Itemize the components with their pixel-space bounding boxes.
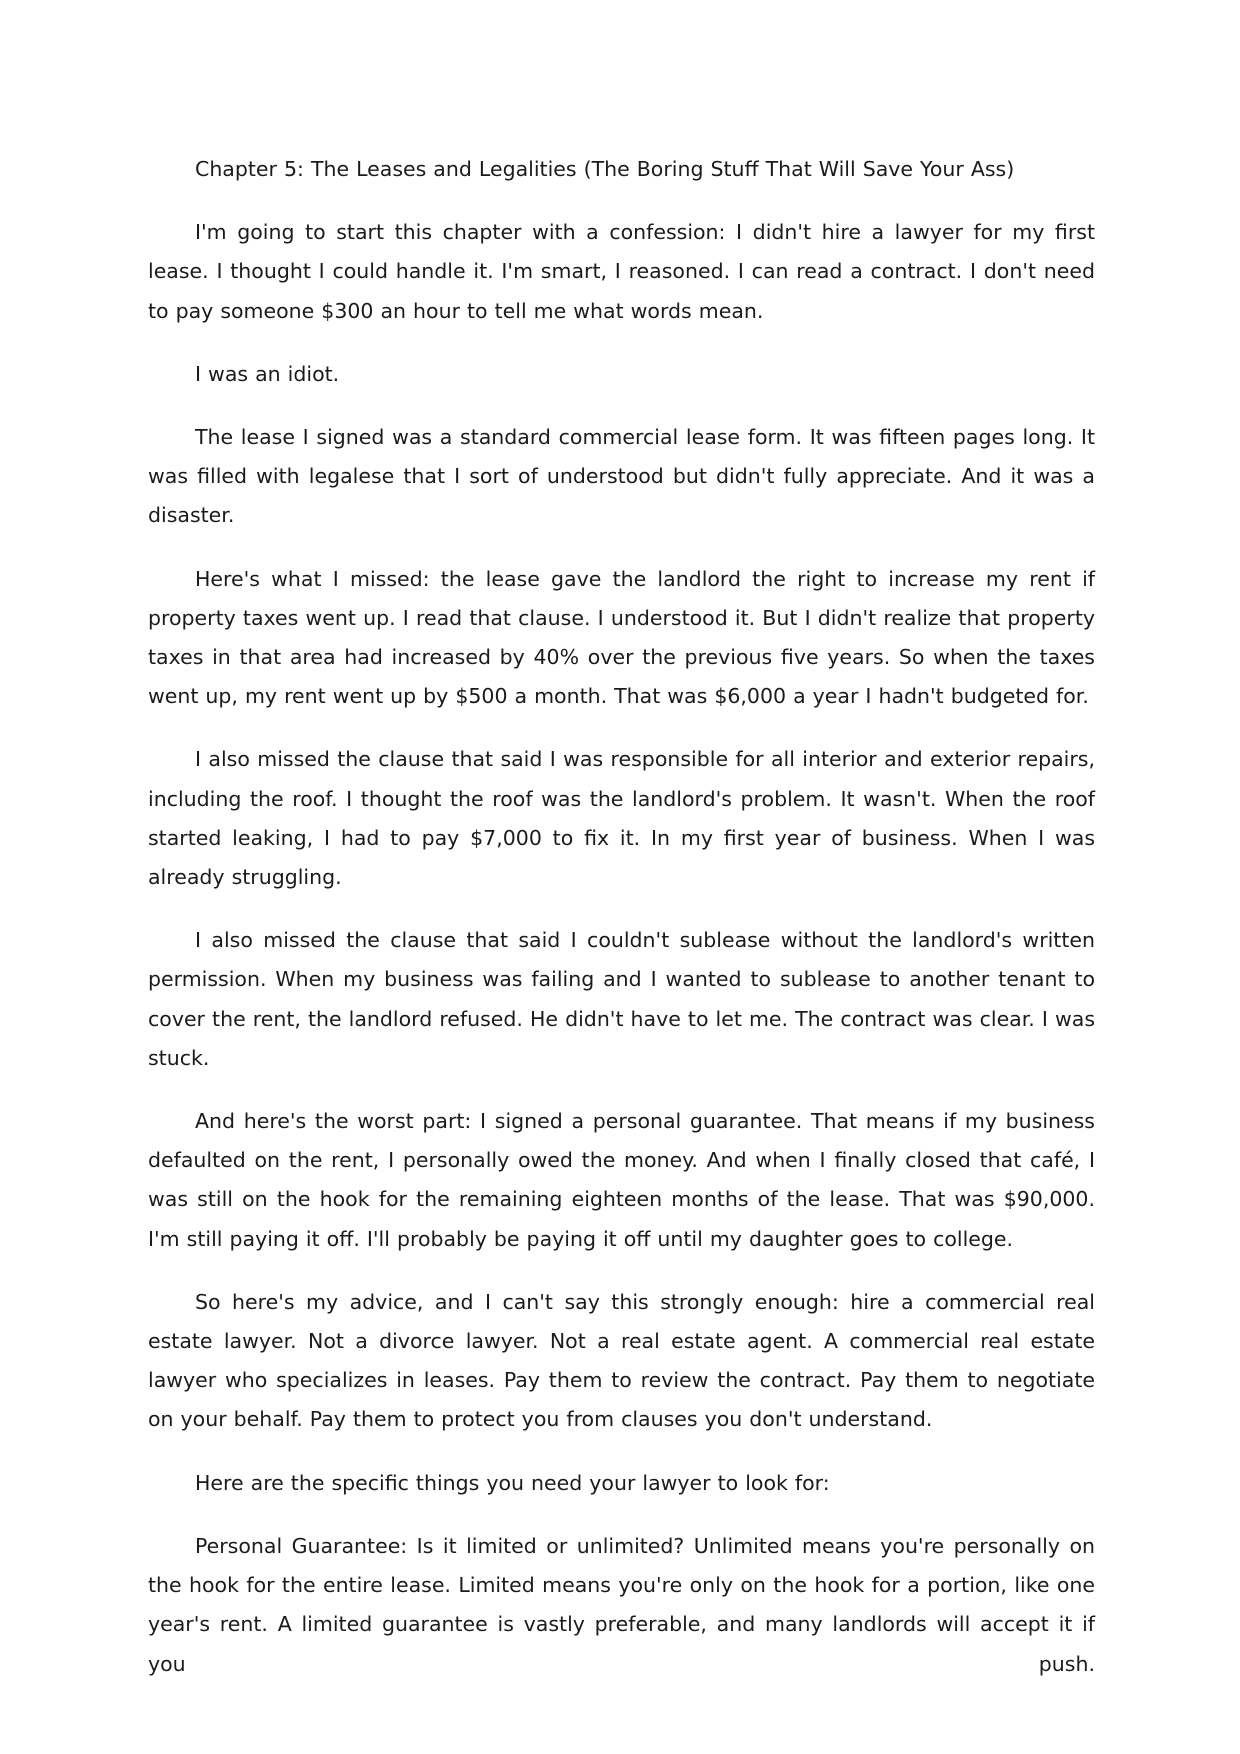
chapter-heading: Chapter 5: The Leases and Legalities (The Boring Stuff That Will Save Your Ass) bbox=[195, 157, 1015, 181]
paragraph: Here are the specific things you need your lawyer to look for: bbox=[195, 1470, 830, 1495]
document-body bbox=[148, 150, 1095, 1708]
paragraph: I also missed the clause that said I was responsible for all interior and exterior repairs, including the roof. I thought the roof was the landlord's problem. It wasn't. When the roof started leaking, I had to pay $7,000 to fix it. In my first year of business. When I was already struggling. bbox=[148, 747, 1095, 890]
paragraph: Personal Guarantee: Is it limited or unlimited? Unlimited means you're personally on the hook for the entire lease. Limited means you're only on the hook for a portion, like one year's rent. A limited guarantee is vastly preferable, and many landlords will accept it if you push. bbox=[148, 1533, 1095, 1676]
paragraph: I also missed the clause that said I couldn't sublease without the landlord's written permission. When my business was failing and I wanted to sublease to another tenant to cover the rent, the landlord refused. He didn't have to let me. The contract was clear. I was stuck. bbox=[148, 928, 1095, 1070]
paragraph: And here's the worst part: I signed a personal guarantee. That means if my business defaulted on the rent, I personally owed the money. And when I finally closed that café, I was still on the hook for the remaining eighteen months of the lease. That was $90,000. I'm still paying it off. I'll probably be paying it off until my daughter goes to college. bbox=[148, 1109, 1095, 1251]
paragraph: So here's my advice, and I can't say this strongly enough: hire a commercial real estate lawyer. Not a divorce lawyer. Not a real estate agent. A commercial real estate lawyer who specializes in leases. Pay them to review the contract. Pay them to negotiate on your behalf. Pay them to protect you from clauses you don't understand. bbox=[148, 1289, 1095, 1432]
paragraph: I was an idiot. bbox=[195, 361, 340, 386]
paragraph: Here's what I missed: the lease gave the landlord the right to increase my rent if property taxes went up. I read that clause. I understood it. But I didn't realize that property taxes in that area had increased by 40% over the previous five years. So when the taxes went up, my rent went up by $500 a month. That was $6,000 a year I hadn't budgeted for. bbox=[148, 566, 1095, 709]
paragraph: The lease I signed was a standard commercial lease form. It was fifteen pages long. It was filled with legalese that I sort of understood but didn't fully appreciate. And it was a disaster. bbox=[148, 425, 1095, 528]
paragraph: I'm going to start this chapter with a confession: I didn't hire a lawyer for my first lease. I thought I could handle it. I'm smart, I reasoned. I can read a contract. I don't need to pay someone $300 an hour to tell me what words mean. bbox=[148, 220, 1095, 323]
